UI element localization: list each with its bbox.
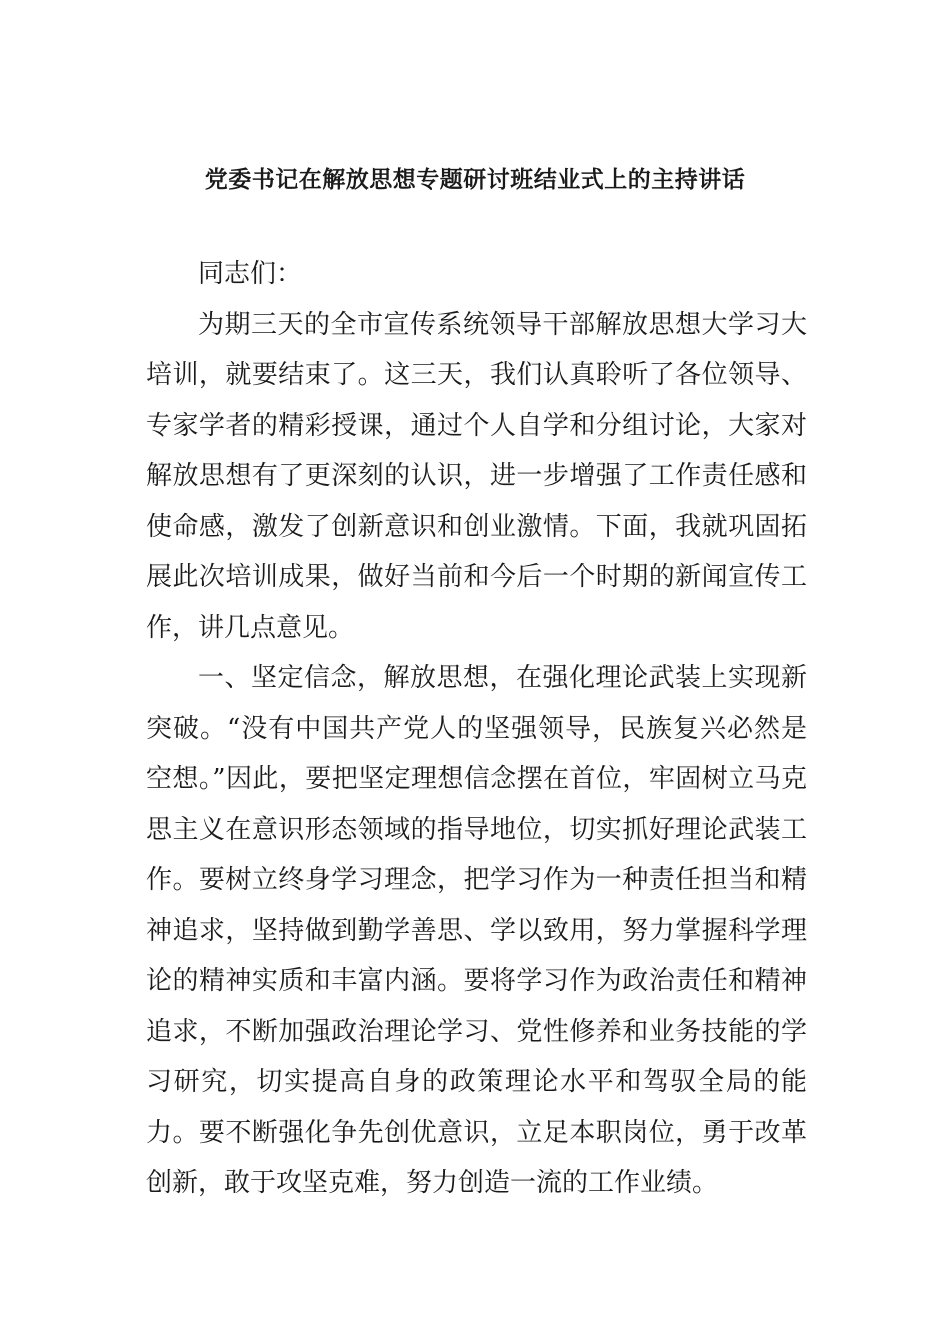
section-one-paragraph: 一、坚定信念，解放思想，在强化理论武装上实现新突破。“没有中国共产党人的坚强领导，民族复兴必然是空想。”因此，要把坚定理想信念摆在首位，牢固树立马克思主义在意识形态领域的指导地位，切实抓好理论武装工作。要树立终身学习理念，把学习作为一种责任担当和精神追求，坚持做到勤学善思、学以致用，努力掌握科学理论的精神实质和丰富内涵。要将学习作为政治责任和精神追求，不断加强政治理论学习、党性修养和业务技能的学习研究，切实提高自身的政策理论水平和驾驭全局的能力。要不断强化争先创优意识，立足本职岗位，勇于改革创新，敢于攻坚克难，努力创造一流的工作业绩。 <box>146 663 807 1198</box>
document-body <box>146 249 807 1209</box>
intro-paragraph: 为期三天的全市宣传系统领导干部解放思想大学习大培训，就要结束了。这三天，我们认真聆听了各位领导、专家学者的精彩授课，通过个人自学和分组讨论，大家对解放思想有了更深刻的认识，进一步增强了工作责任感和使命感，激发了创新意识和创业激情。下面，我就巩固拓展此次培训成果，做好当前和今后一个时期的新闻宣传工作，讲几点意见。 <box>146 309 807 643</box>
salutation-paragraph: 同志们： <box>198 259 303 289</box>
document-title: 党委书记在解放思想专题研讨班结业式上的主持讲话 <box>204 167 746 193</box>
